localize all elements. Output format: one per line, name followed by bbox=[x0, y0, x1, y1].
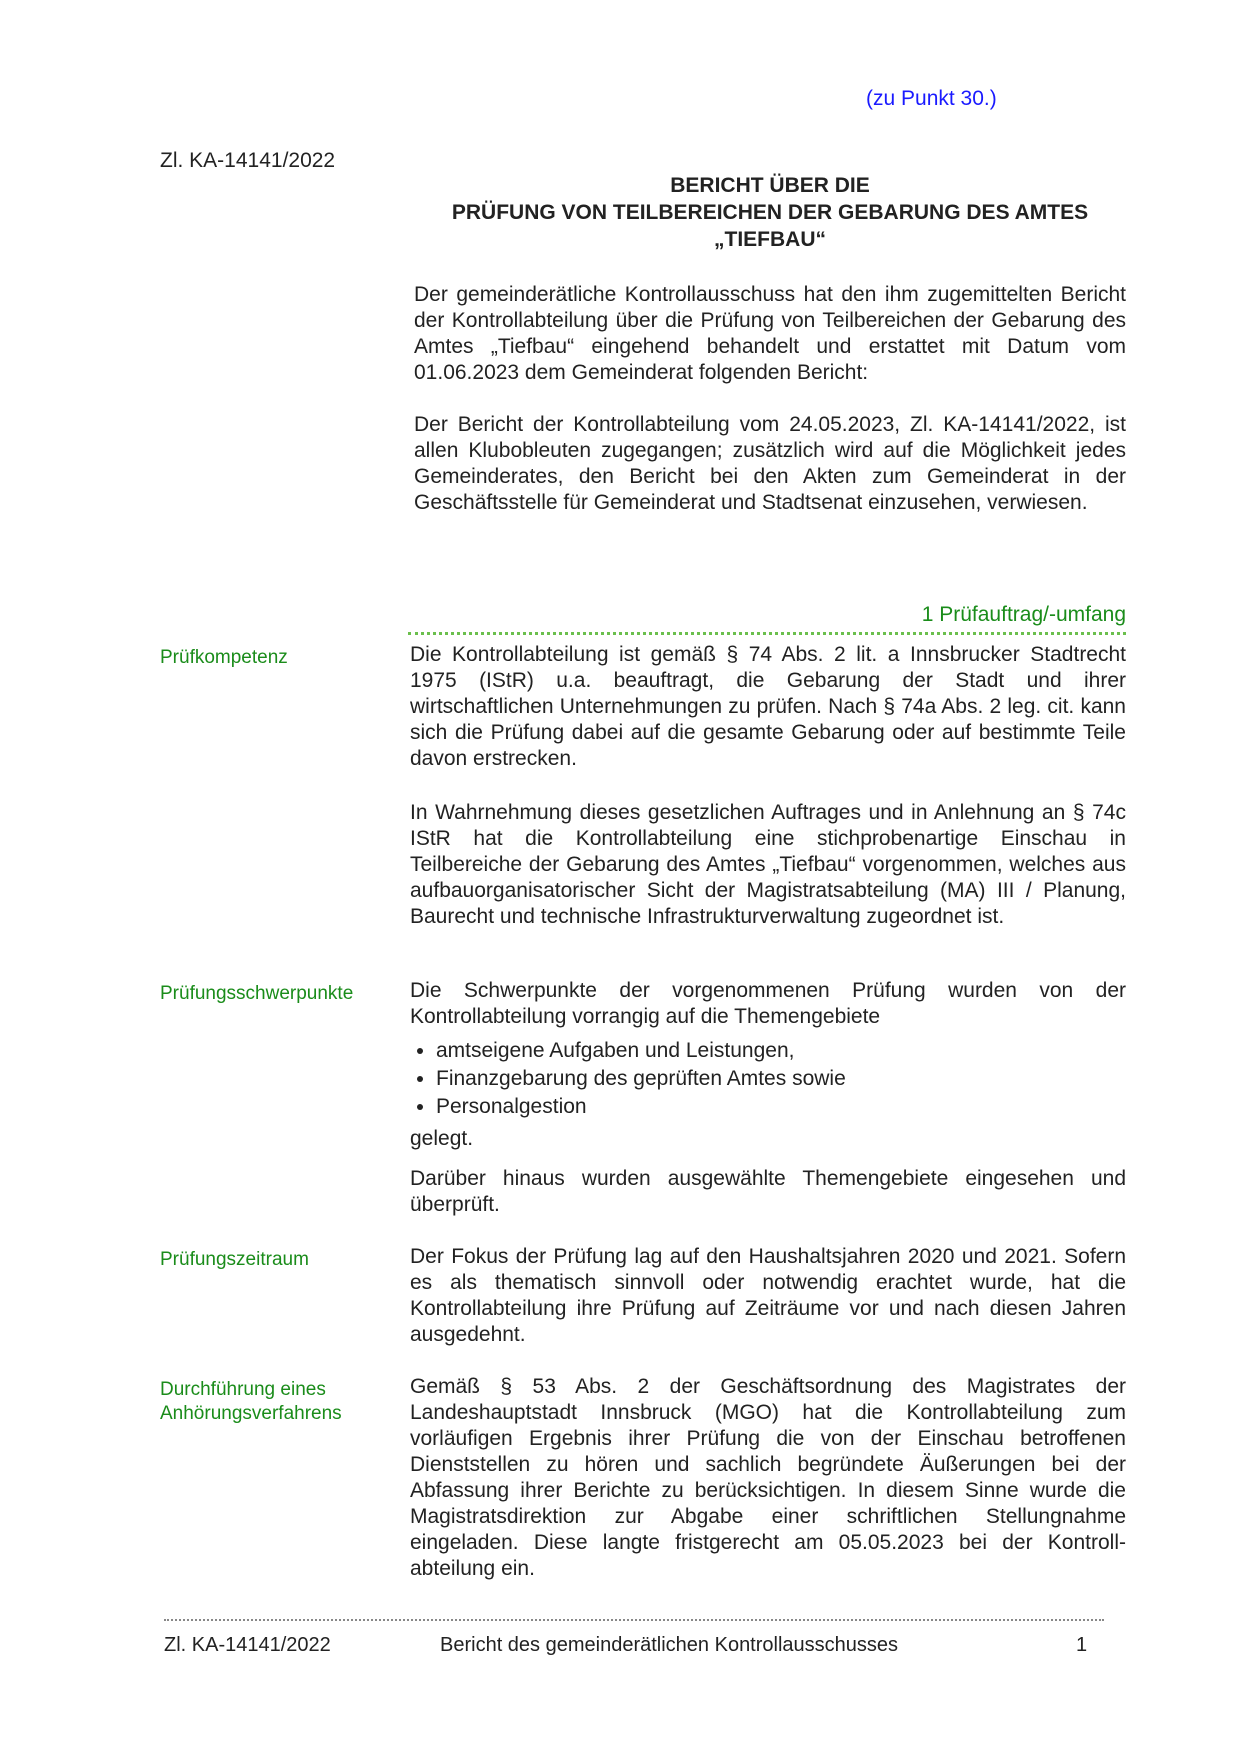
side-label-anhoerung-line-1: Durchführung eines bbox=[160, 1379, 326, 1400]
side-label-schwerpunkte: Prüfungsschwerpunkte bbox=[160, 983, 354, 1004]
title-line-1: BERICHT ÜBER DIE bbox=[670, 174, 870, 197]
section-heading bbox=[408, 600, 1126, 635]
side-label-anhoerung bbox=[160, 1378, 400, 1426]
intro-paragraph-1: Der gemeinderätliche Kontrollausschuss hat den ihm zugemittelten Bericht der Kontrollabteilung über die Prüfung von Teilbereichen der Gebarung des Amtes „Tiefbau“ eingehend behandelt und erstattet mit Datum vom 01.06.2023 dem Gemeinderat folgenden Bericht: bbox=[414, 283, 1126, 384]
footer-title: Bericht des gemeinderätlichen Kontrollausschusses bbox=[440, 1634, 899, 1656]
footer-document-number: Zl. KA-14141/2022 bbox=[164, 1634, 331, 1656]
pruefkompetenz-text-2 bbox=[410, 800, 1126, 930]
schwerpunkte-text-2 bbox=[410, 1166, 1126, 1218]
pruefkompetenz-text bbox=[410, 642, 1126, 772]
zeitraum-paragraph: Der Fokus der Prüfung lag auf den Haushaltsjahren 2020 und 2021. Sofern es als thematisch sinnvoll oder notwendig erachtet wurde, hat die Kontrollabteilung ihre Prüfung auf Zeiträume vor und nach diesen Jahren ausgedehnt. bbox=[410, 1245, 1126, 1346]
title-line-2: PRÜFUNG VON TEILBEREICHEN DER GEBARUNG DES AMTES bbox=[451, 201, 1089, 224]
list-item: • Finanzgebarung des geprüften Amtes sowie bbox=[436, 1066, 1126, 1092]
intro-text bbox=[414, 282, 1126, 542]
footer-divider bbox=[164, 1619, 1104, 1621]
side-label-zeitraum: Prüfungszeitraum bbox=[160, 1249, 309, 1270]
anhoerung-paragraph: Gemäß § 53 Abs. 2 der Geschäftsordnung des Magistrates der Landeshauptstadt Innsbruck (MGO) hat die Kontrollabteilung zum vorläufigen Ergebnis ihrer Prüfung die von der Einschau betroffenen Dienststellen zu hören und sachlich begründete Äußerungen bei der Abfassung ihrer Berichte zu berücksichtigen. In diesem Sinne wurde die Magistratsdirektion zur Abgabe einer schriftlichen Stellungnahme eingeladen. Diese langte fristgerecht am 05.05.2023 bei der Kontroll-abteilung ein. bbox=[410, 1375, 1126, 1580]
title-line-3: „TIEFBAU“ bbox=[714, 228, 826, 251]
side-label-pruefkompetenz: Prüfkompetenz bbox=[160, 647, 288, 668]
side-label-anhoerung-line-2: Anhörungsverfahrens bbox=[160, 1403, 342, 1424]
anhoerung-text bbox=[410, 1374, 1126, 1582]
schwerpunkte-intro: Die Schwerpunkte der vorgenommenen Prüfung wurden von der Kontrollabteilung vorrangig auf die Themengebiete bbox=[410, 979, 1126, 1028]
schwerpunkte-paragraph-2: Darüber hinaus wurden ausgewählte Themengebiete eingesehen und überprüft. bbox=[410, 1167, 1126, 1216]
zeitraum-text bbox=[410, 1244, 1126, 1348]
footer-page-number: 1 bbox=[1076, 1634, 1088, 1656]
list-item: • Personalgestion bbox=[436, 1094, 1126, 1120]
schwerpunkte-after: gelegt. bbox=[410, 1127, 474, 1150]
schwerpunkte-text bbox=[410, 978, 1126, 1152]
pruefkompetenz-paragraph-1: Die Kontrollabteilung ist gemäß § 74 Abs. 2 lit. a Innsbrucker Stadtrecht 1975 (IStR) u.a. beauftragt, die Gebarung der Stadt und ihrer wirtschaftlichen Unternehmungen zu prüfen. Nach § 74a Abs. 2 leg. cit. kann sich die Prüfung dabei auf die gesamte Gebarung oder auf bestimmte Teile davon erstrecken. bbox=[410, 643, 1126, 770]
report-title bbox=[380, 172, 1160, 253]
document-number: Zl. KA-14141/2022 bbox=[160, 149, 336, 172]
section-heading-text: 1 Prüfauftrag/-umfang bbox=[921, 603, 1126, 626]
intro-paragraph-2: Der Bericht der Kontrollabteilung vom 24.05.2023, Zl. KA-14141/2022, ist allen Klubobleuten zugegangen; zusätzlich wird auf die Möglichkeit jedes Gemeinderates, den Bericht bei den Akten zum Gemeinderat in der Geschäftsstelle für Gemeinderat und Stadtsenat einzusehen, verwiesen. bbox=[414, 413, 1126, 514]
pruefkompetenz-paragraph-2: In Wahrnehmung dieses gesetzlichen Auftrages und in Anlehnung an § 74c IStR hat die Kontrollabteilung eine stichprobenartige Einschau in Teilbereiche der Gebarung des Amtes „Tiefbau“ vorgenommen, welches aus aufbauorganisatorischer Sicht der Magistratsabteilung (MA) III / Planung, Baurecht und technische Infrastrukturverwaltung zugeordnet ist. bbox=[410, 801, 1126, 928]
schwerpunkte-list bbox=[410, 1038, 1126, 1120]
list-item: • amtseigene Aufgaben und Leistungen, bbox=[436, 1038, 1126, 1064]
agenda-reference: (zu Punkt 30.) bbox=[866, 87, 997, 110]
